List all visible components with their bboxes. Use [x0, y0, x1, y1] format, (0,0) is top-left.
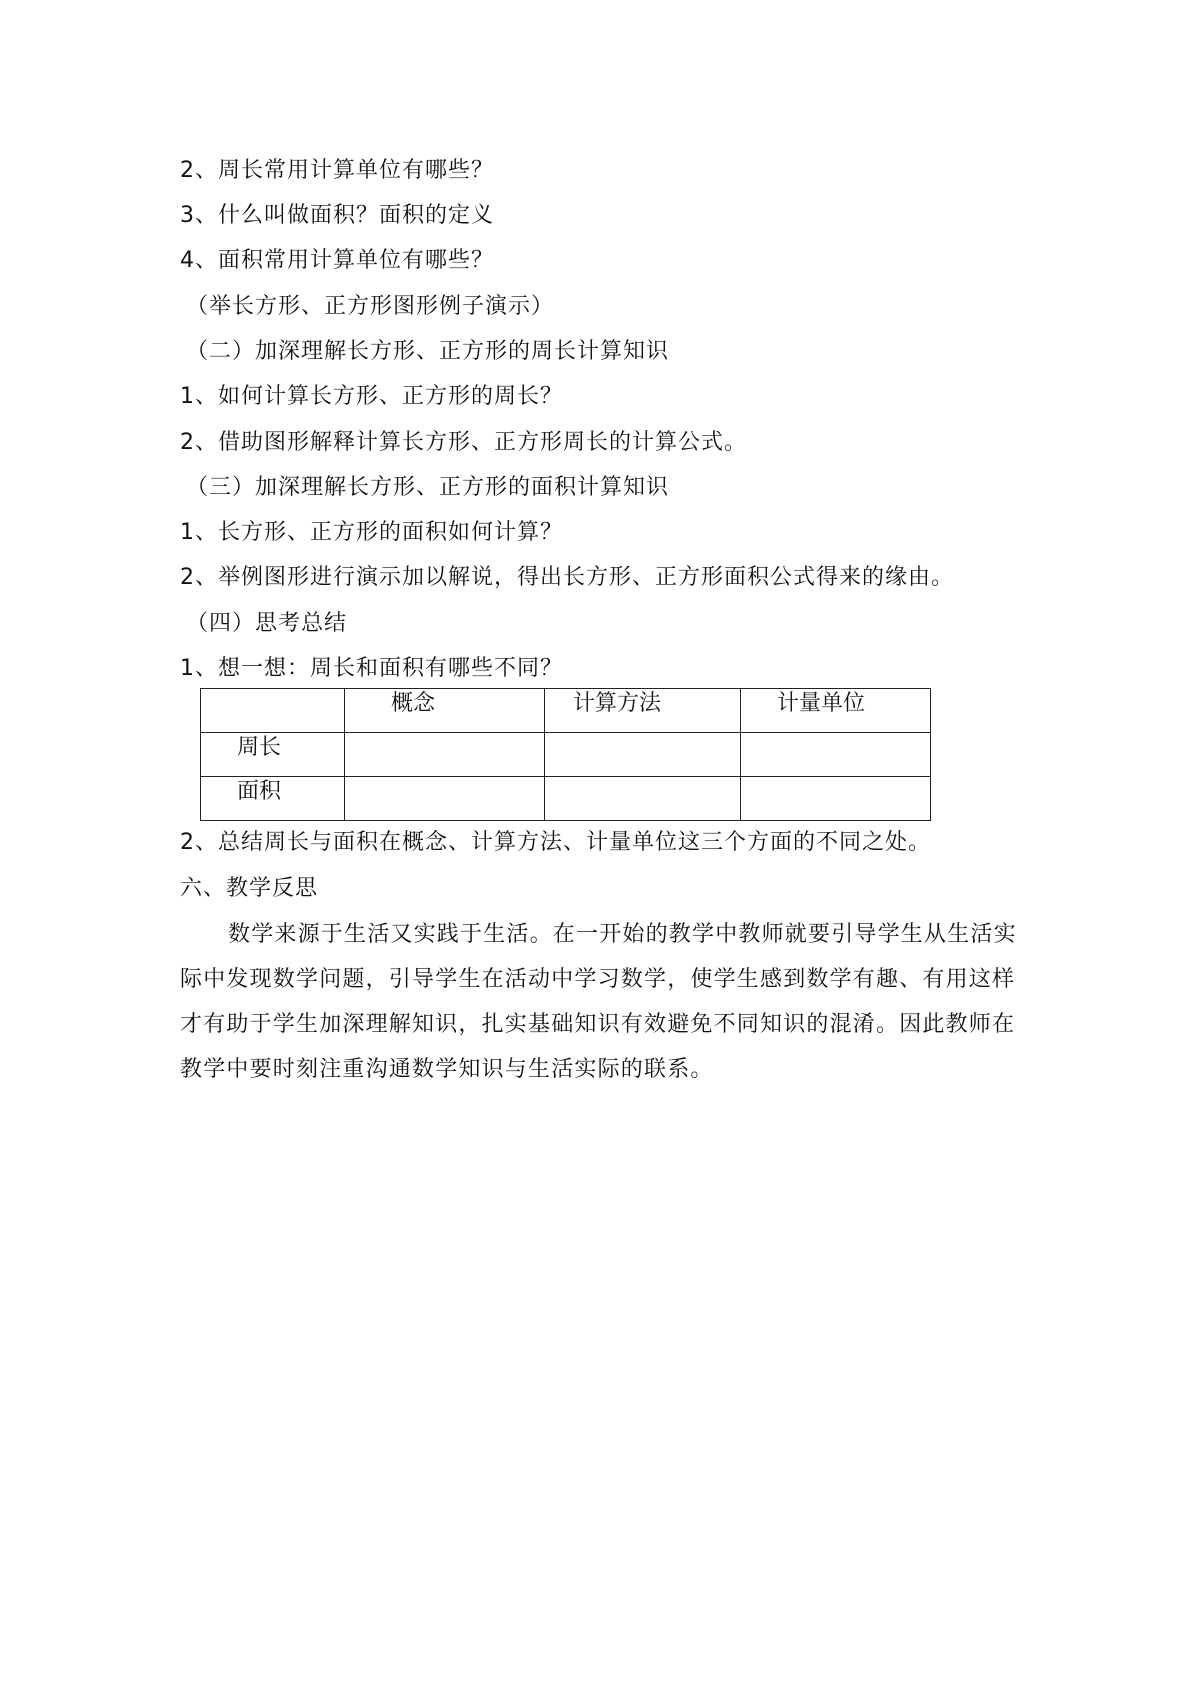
table-cell	[345, 777, 545, 821]
table-header-row	[201, 689, 931, 733]
example-note: （举长方形、正方形图形例子演示）	[186, 294, 555, 319]
perimeter-item-1: 1、如何计算长方形、正方形的周长？	[180, 384, 563, 409]
area-item-1: 1、长方形、正方形的面积如何计算？	[180, 520, 563, 545]
summary-item-2: 2、总结周长与面积在概念、计算方法、计量单位这三个方面的不同之处。	[180, 830, 931, 855]
table-header-cell	[201, 689, 345, 733]
area-item-2: 2、举例图形进行演示加以解说，得出长方形、正方形面积公式得来的缘由。	[180, 565, 954, 590]
table-header-cell: 计量单位	[741, 689, 931, 733]
section-heading-area: （三）加深理解长方形、正方形的面积计算知识	[186, 475, 670, 500]
question-perimeter-units: 2、周长常用计算单位有哪些？	[180, 158, 494, 183]
section-heading-reflection: 六、教学反思	[180, 876, 319, 901]
table-header-cell: 计算方法	[545, 689, 741, 733]
table-header-cell: 概念	[345, 689, 545, 733]
comparison-table	[200, 688, 931, 821]
section-heading-perimeter: （二）加深理解长方形、正方形的周长计算知识	[186, 339, 670, 364]
reflection-paragraph	[180, 912, 1020, 1092]
table-row-label: 面积	[201, 777, 345, 821]
table-cell	[545, 733, 741, 777]
table-cell	[545, 777, 741, 821]
question-area-definition: 3、什么叫做面积？面积的定义	[180, 203, 494, 228]
table-row-label: 周长	[201, 733, 345, 777]
table-cell	[741, 733, 931, 777]
table-cell	[345, 733, 545, 777]
reflection-text: 数学来源于生活又实践于生活。在一开始的教学中教师就要引导学生从生活实际中发现数学问题，引导学生在活动中学习数学，使学生感到数学有趣、有用这样才有助于学生加深理解知识，扎实基础知识有效避免不同知识的混淆。因此教师在教学中要时刻注重沟通数学知识与生活实际的联系。	[180, 922, 1017, 1082]
question-area-units: 4、面积常用计算单位有哪些？	[180, 248, 494, 273]
table-row	[201, 777, 931, 821]
summary-item-1: 1、想一想：周长和面积有哪些不同？	[180, 656, 563, 681]
table-row	[201, 733, 931, 777]
table-cell	[741, 777, 931, 821]
section-heading-summary: （四）思考总结	[186, 611, 348, 636]
perimeter-item-2: 2、借助图形解释计算长方形、正方形周长的计算公式。	[180, 430, 747, 455]
